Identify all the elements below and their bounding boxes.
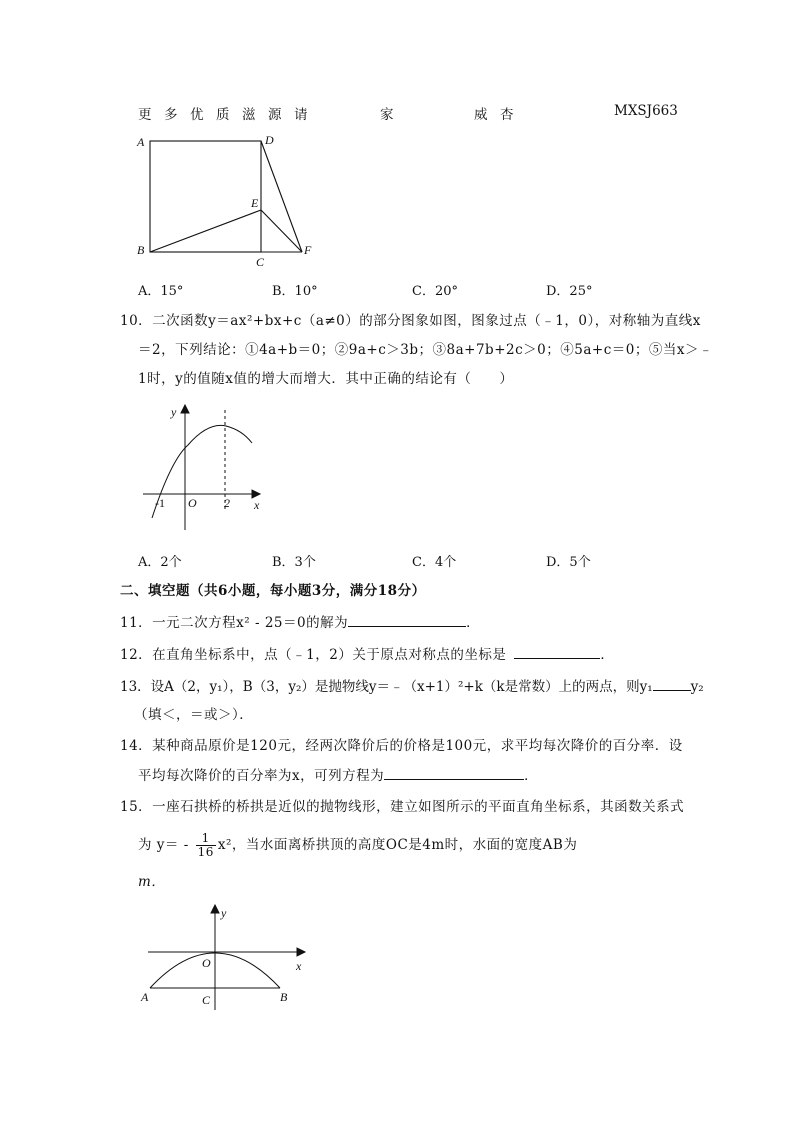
header-char: 源 xyxy=(268,107,282,123)
q9-option-c: C．20° xyxy=(412,284,458,299)
header-char: 更 xyxy=(138,107,152,123)
q10-figure xyxy=(138,400,268,535)
q10-line-2: ＝2，下列结论：①4a+b＝0；②9a+c＞3b；③8a+7b+2c＞0；④5a+c＝0；⑤当x＞﹣ xyxy=(138,342,713,358)
q14-text: 平均每次降价的百分率为x，可列方程为 xyxy=(138,768,385,784)
q9-figure xyxy=(130,130,320,270)
q9-option-d: D．25° xyxy=(546,284,593,299)
q15-fraction xyxy=(196,832,216,859)
q10-y-arrow xyxy=(181,405,189,413)
header-code: MXSJ663 xyxy=(614,103,678,119)
q10-option-d: D．5个 xyxy=(546,555,591,570)
q10-option-a: A．2个 xyxy=(138,555,182,570)
q11-text: 11．一元二次方程x² - 25＝0的解为 xyxy=(120,615,349,631)
q9-line-EF xyxy=(261,210,302,252)
q13-text: 13．设A（2，y₁），B（3，y₂）是抛物线y＝﹣（x+1）²+k（k是常数）上的两点，则y₁ xyxy=(120,679,653,695)
q9-square xyxy=(150,141,261,252)
q9-line-DF xyxy=(261,141,302,252)
q15-label-x: x xyxy=(296,959,302,973)
section-2-title: 二、填空题（共6小题，每小题3分，满分18分） xyxy=(120,583,426,599)
q9-label-C: C xyxy=(256,255,265,269)
q15-line-2 xyxy=(138,828,577,862)
q14-line-1: 14．某种商品原价是120元，经两次降价后的价格是100元，求平均每次降价的百分率．设 xyxy=(120,738,683,754)
q10-option-c: C．4个 xyxy=(412,555,457,570)
q12-answer-blank[interactable] xyxy=(514,644,600,659)
q15-text-before: 为 y＝ - xyxy=(138,837,189,853)
q13-line-1 xyxy=(120,676,704,697)
header-char: 质 xyxy=(216,107,230,123)
q15-text-after: x²，当水面离桥拱顶的高度OC是4m时，水面的宽度AB为 xyxy=(217,837,578,853)
q11-answer-blank[interactable] xyxy=(348,612,466,627)
q15-line-3: m． xyxy=(138,874,166,890)
q10-x-arrow xyxy=(252,490,260,498)
q10-line-1: 10．二次函数y＝ax²+bx+c（a≠0）的部分图象如图，图象过点（﹣1，0），对称轴为直线x xyxy=(120,313,701,329)
header-char: 杏 xyxy=(500,107,514,123)
header-char: 请 xyxy=(294,107,308,123)
header-char: 家 xyxy=(380,107,394,123)
q9-label-A: A xyxy=(137,135,145,149)
q9-option-b: B．10° xyxy=(272,284,318,299)
q9-label-D: D xyxy=(265,133,274,147)
q10-label-y: y xyxy=(171,405,177,419)
q12-end: ． xyxy=(600,647,615,663)
q15-label-B: B xyxy=(280,990,288,1004)
q15-label-O: O xyxy=(202,956,211,970)
q10-line-3: 1时，y的值随x值的增大而增大．其中正确的结论有（ ） xyxy=(138,371,514,387)
q14-answer-blank[interactable] xyxy=(384,765,524,780)
q15-label-A: A xyxy=(141,990,149,1004)
q15-y-arrow xyxy=(211,905,219,913)
q9-option-a: A．15° xyxy=(138,284,184,299)
q15-figure xyxy=(138,900,318,1010)
q9-label-B: B xyxy=(137,243,145,257)
q15-label-C: C xyxy=(202,993,211,1007)
q9-label-E: E xyxy=(251,196,259,210)
q15-frac-num: 1 xyxy=(196,832,216,846)
q9-line-BE xyxy=(150,210,261,252)
q11 xyxy=(120,612,480,633)
q13-y2: y₂ xyxy=(690,679,704,695)
q10-label-x: x xyxy=(254,498,260,512)
q10-label-2: 2 xyxy=(224,496,230,510)
q10-parabola xyxy=(152,425,252,518)
q10-label-neg1: -1 xyxy=(155,496,165,510)
q9-label-F: F xyxy=(304,243,312,257)
header-watermark xyxy=(0,103,794,123)
header-char: 优 xyxy=(190,107,204,123)
q12-text: 12．在直角坐标系中，点（﹣1，2）关于原点对称点的坐标是 xyxy=(120,647,507,663)
q15-x-arrow xyxy=(297,948,305,956)
q15-label-y: y xyxy=(221,906,227,920)
q11-end: ． xyxy=(466,615,481,631)
header-char: 威 xyxy=(474,107,488,123)
header-char: 滋 xyxy=(242,107,256,123)
q13-line-2: （填＜，＝或＞）． xyxy=(134,707,254,723)
q13-answer-blank[interactable] xyxy=(653,676,691,691)
q15-frac-den: 16 xyxy=(197,845,214,859)
q14-end: ． xyxy=(524,768,539,784)
header-char: 多 xyxy=(164,107,178,123)
q10-label-O: O xyxy=(188,496,197,510)
q12 xyxy=(120,644,614,665)
q10-option-b: B．3个 xyxy=(272,555,316,570)
q14-line-2 xyxy=(138,765,538,786)
q15-line-1: 15．一座石拱桥的桥拱是近似的抛物线形，建立如图所示的平面直角坐标系，其函数关系式 xyxy=(120,799,685,815)
